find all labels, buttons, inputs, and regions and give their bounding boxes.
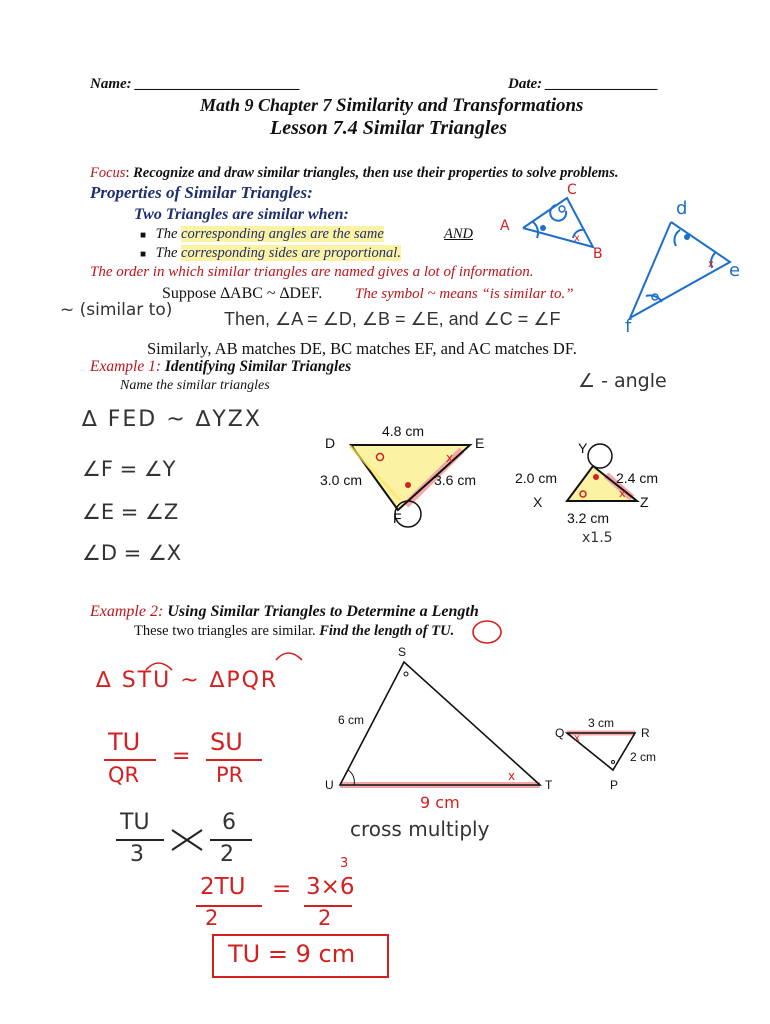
hw-fed-yzx: ∆ FED ~ ∆YZX <box>82 407 262 432</box>
name-field: Name: ______________________ <box>90 76 301 92</box>
order-note: The order in which similar triangles are named gives a lot of information. <box>90 264 534 280</box>
example2-sentence: These two triangles are similar. <box>134 623 316 639</box>
hw-stu-pqr: ∆ STU ~ ∆PQR <box>96 668 279 693</box>
hw-ratio3-bot: 3 <box>130 842 144 867</box>
hw-ratio4-bot: 2 <box>220 842 234 867</box>
focus-colon: : <box>125 165 130 181</box>
label-36cm: 3.6 cm <box>434 472 477 488</box>
label-y: Y <box>578 440 588 456</box>
label-p: P <box>610 778 619 792</box>
label-f: F <box>393 510 402 526</box>
label-s: S <box>398 645 407 659</box>
suppose-text: Suppose ∆ABC ~ ∆DEF. <box>162 285 323 302</box>
properties-heading: Properties of Similar Triangles: <box>90 183 313 202</box>
def-dot <box>684 234 690 240</box>
hw-label-b: B <box>593 246 603 262</box>
triangle-abc <box>523 198 593 247</box>
label-t: T <box>545 778 553 792</box>
hw-step-den-left: 2 <box>205 906 219 930</box>
abc-o <box>559 206 565 212</box>
label-z: Z <box>640 494 649 510</box>
label-q: Q <box>555 726 565 740</box>
label-32cm: 3.2 cm <box>567 510 610 526</box>
focus-label: Focus <box>90 165 126 181</box>
fed-x-mark: x <box>446 451 454 465</box>
example1-title: Identifying Similar Triangles <box>164 358 352 375</box>
def-x: x <box>708 259 714 270</box>
hw-label-f: f <box>625 316 632 337</box>
hw-ratio3-top: TU <box>120 810 150 835</box>
hw-ratio-tu: TU <box>108 728 141 756</box>
hw-scale: x1.5 <box>582 530 613 546</box>
hw-answer: TU = 9 cm <box>228 940 356 968</box>
hw-equals: = <box>172 744 191 769</box>
hw-label-d: d <box>676 198 688 219</box>
example2-title: Using Similar Triangles to Determine a Length <box>167 603 479 620</box>
abc-x: x <box>574 233 580 244</box>
label-6cm: 6 cm <box>338 713 365 727</box>
symbol-note: The symbol ~ means “is similar to.” <box>355 286 574 302</box>
hw-label-a: A <box>500 218 510 234</box>
hw-nine-cm: 9 cm <box>420 793 460 812</box>
bullet1-pre: The <box>155 226 178 242</box>
label-3cm: 3 cm <box>588 716 615 730</box>
bullet2-highlight: corresponding sides are proportional. <box>181 245 401 261</box>
example1-label: Example 1: <box>90 358 162 375</box>
focus-text: Recognize and draw similar triangles, then use their properties to solve problems. <box>133 165 619 181</box>
and-text: AND <box>444 226 473 242</box>
hw-eq-f-y: ∠F = ∠Y <box>82 457 176 481</box>
bullet-square: ■ <box>140 230 147 241</box>
label-x: X <box>533 494 543 510</box>
hw-ratio4-top: 6 <box>222 810 236 835</box>
bullet-square: ■ <box>140 249 147 260</box>
label-d: D <box>325 435 336 451</box>
label-2cm: 2 cm <box>630 750 657 764</box>
pqr-x-mark: x <box>574 733 580 744</box>
label-u: U <box>325 778 334 792</box>
label-e: E <box>475 435 485 451</box>
lesson-title: Lesson 7.4 Similar Triangles <box>270 117 508 139</box>
course-prefix: Math 9 Chapter 7 <box>200 95 332 115</box>
hw-label-e: e <box>729 260 741 281</box>
abc-dot <box>540 225 546 231</box>
triangle-stu <box>340 662 540 785</box>
then-text: Then, ∠A = ∠D, ∠B = ∠E, and ∠C = ∠F <box>224 309 561 329</box>
hw-similar-to: ~ (similar to) <box>60 300 173 320</box>
hw-step-right: 3×6 <box>306 874 355 900</box>
stu-x-mark: x <box>508 769 516 783</box>
label-48cm: 4.8 cm <box>382 423 425 439</box>
label-r: R <box>641 726 650 740</box>
bullet1-highlight: corresponding angles are the same <box>181 226 384 242</box>
label-24cm: 2.4 cm <box>616 470 659 486</box>
hw-angle-note: ∠ - angle <box>578 370 667 392</box>
hw-cancel-3: 3 <box>340 856 349 871</box>
course-subject: Similarity and Transformations <box>336 95 584 116</box>
label-30cm: 3.0 cm <box>320 472 363 488</box>
tu-circle <box>473 621 501 643</box>
properties-subheading: Two Triangles are similar when: <box>134 206 349 223</box>
hw-ratio-qr: QR <box>108 763 140 787</box>
hw-ratio-su: SU <box>210 728 243 756</box>
question-period: . <box>450 623 455 639</box>
label-20cm: 2.0 cm <box>515 470 558 486</box>
date-field: Date: _______________ <box>508 76 659 92</box>
hw-ratio-pr: PR <box>216 763 244 787</box>
bullet2-pre: The <box>155 245 178 261</box>
similarly-text: Similarly, AB matches DE, BC matches EF, and AC matches DF. <box>147 339 577 358</box>
hw-step-den-right: 2 <box>318 906 332 930</box>
example1-instruction: Name the similar triangles <box>120 378 270 393</box>
xyz-x-mark: x <box>619 487 626 500</box>
hw-eq-d-x: ∠D = ∠X <box>82 541 182 565</box>
hw-label-c: C <box>567 182 577 198</box>
triangle-def <box>630 222 730 318</box>
tu-segment: TU <box>431 623 451 639</box>
hw-step-left: 2TU <box>200 874 246 900</box>
hw-cross-multiply: cross multiply <box>350 817 490 841</box>
example2-ask: Find the length of <box>319 623 428 639</box>
example2-label: Example 2: <box>90 603 164 620</box>
hw-step-equals: = <box>272 876 292 902</box>
hw-eq-e-z: ∠E = ∠Z <box>82 500 179 524</box>
